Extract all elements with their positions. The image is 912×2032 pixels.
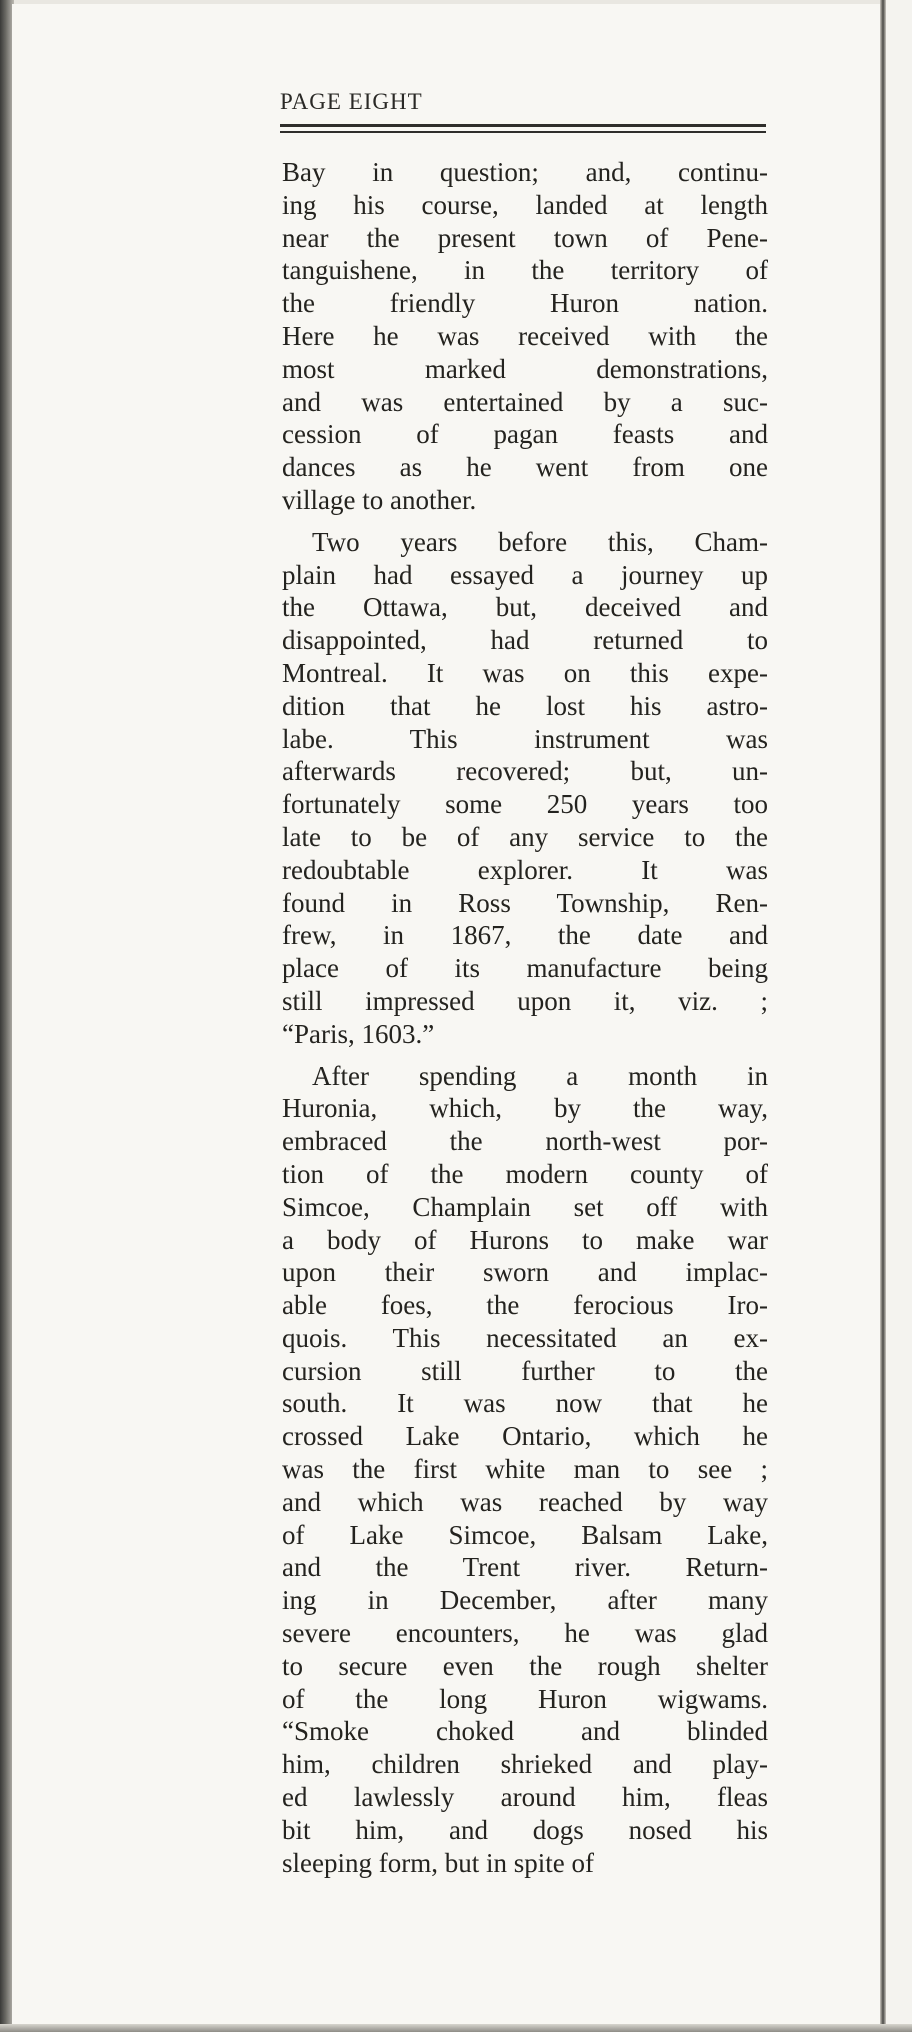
text-line: crossed Lake Ontario, which he <box>282 1421 768 1452</box>
header-rule-thick <box>280 124 766 127</box>
page-bottom-edge <box>0 2024 912 2032</box>
text-line: bit him, and dogs nosed his <box>282 1814 768 1845</box>
text-line: was the first white man to see ; <box>282 1454 768 1485</box>
text-line: quois. This necessitated an ex- <box>282 1322 768 1353</box>
text-line: sleeping form, but in spite of <box>282 1847 594 1878</box>
text-line: disappointed, had returned to <box>282 625 768 656</box>
facing-page-margin <box>886 0 912 2032</box>
text-line: the friendly Huron nation. <box>282 288 768 319</box>
paragraph <box>282 526 768 1051</box>
text-line: Montreal. It was on this expe- <box>282 657 768 688</box>
text-line: near the present town of Pene- <box>282 222 768 253</box>
text-line: of Lake Simcoe, Balsam Lake, <box>282 1519 768 1550</box>
text-line: Huronia, which, by the way, <box>282 1093 768 1124</box>
text-line: late to be of any service to the <box>282 821 768 852</box>
text-line: upon their sworn and implac- <box>282 1257 768 1288</box>
text-line: embraced the north-west por- <box>282 1126 768 1157</box>
text-line: After spending a month in <box>312 1060 768 1091</box>
text-line: cession of pagan feasts and <box>282 419 768 450</box>
text-line: ed lawlessly around him, fleas <box>282 1782 768 1813</box>
paragraph <box>282 1060 768 1880</box>
text-line: redoubtable explorer. It was <box>282 854 768 885</box>
text-line: labe. This instrument was <box>282 723 768 754</box>
text-line: “Paris, 1603.” <box>282 1018 435 1049</box>
text-line: and which was reached by way <box>282 1486 768 1517</box>
header-rule-thin <box>280 131 766 133</box>
text-line: tanguishene, in the territory of <box>282 255 768 286</box>
text-line: tion of the modern county of <box>282 1158 768 1189</box>
text-line: frew, in 1867, the date and <box>282 920 768 951</box>
text-line: dition that he lost his astro- <box>282 690 768 721</box>
page-header <box>280 88 766 133</box>
text-line: plain had essayed a journey up <box>282 559 768 590</box>
text-line: severe encounters, he was glad <box>282 1618 768 1649</box>
text-line: “Smoke choked and blinded <box>282 1716 768 1747</box>
text-line: a body of Hurons to make war <box>282 1224 768 1255</box>
text-line: Bay in question; and, continu- <box>282 157 768 187</box>
text-line: dances as he went from one <box>282 452 768 483</box>
text-line: ing in December, after many <box>282 1585 768 1616</box>
text-line: found in Ross Township, Ren- <box>282 887 768 918</box>
text-line: afterwards recovered; but, un- <box>282 756 768 787</box>
text-line: to secure even the rough shelter <box>282 1650 768 1681</box>
text-line: able foes, the ferocious Iro- <box>282 1290 768 1321</box>
text-line: Simcoe, Champlain set off with <box>282 1191 768 1222</box>
text-line: most marked demonstrations, <box>282 353 768 384</box>
text-line: and the Trent river. Return- <box>282 1552 768 1583</box>
text-line: Two years before this, Cham- <box>312 526 768 557</box>
text-line: the Ottawa, but, deceived and <box>282 592 768 623</box>
text-line: ing his course, landed at length <box>282 189 768 220</box>
text-line: village to another. <box>282 484 477 515</box>
text-line: him, children shrieked and play- <box>282 1749 768 1780</box>
text-line: still impressed upon it, viz. ; <box>282 985 768 1016</box>
text-line: and was entertained by a suc- <box>282 386 768 417</box>
paragraph <box>282 156 768 517</box>
page-number-heading: PAGE EIGHT <box>280 89 423 114</box>
text-line: fortunately some 250 years too <box>282 789 768 820</box>
body-text-column <box>282 156 768 1888</box>
text-line: Here he was received with the <box>282 320 768 351</box>
text-line: south. It was now that he <box>282 1388 768 1419</box>
text-line: cursion still further to the <box>282 1355 768 1386</box>
text-line: place of its manufacture being <box>282 953 768 984</box>
text-line: of the long Huron wigwams. <box>282 1683 768 1714</box>
